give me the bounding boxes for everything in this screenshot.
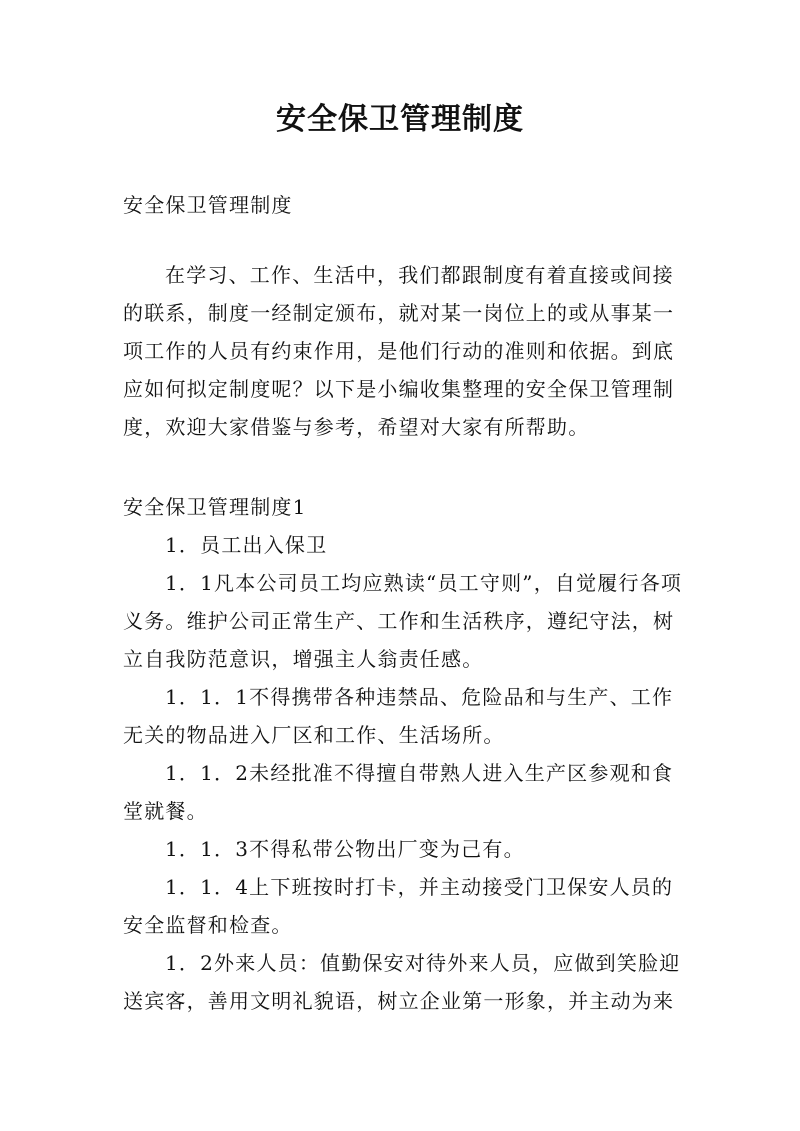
rule-item: 1．1．4上下班按时打卡，并主动接受门卫保安人员的安全监督和检查。: [123, 875, 674, 937]
rule-item: 1．员工出入保卫: [165, 533, 328, 557]
rule-item: 1．1凡本公司员工均应熟读“员工守则”，自觉履行各项义务。维护公司正常生产、工作和生活秩序，遵纪守法，树立自我防范意识，增强主人翁责任感。: [123, 571, 683, 671]
rules-list: [123, 526, 683, 1020]
rule-item: 1．1．2未经批准不得擅自带熟人进入生产区参观和食堂就餐。: [123, 761, 674, 823]
rule-item: 1．1．3不得私带公物出厂变为己有。: [165, 837, 525, 861]
document-subtitle: 安全保卫管理制度: [123, 193, 293, 217]
rule-item: 1．2外来人员：值勤保安对待外来人员，应做到笑脸迎送宾客，善用文明礼貌语，树立企业第一形象，并主动为来: [123, 951, 681, 1013]
document-title: 安全保卫管理制度: [276, 102, 524, 137]
rule-item: 1．1．1不得携带各种违禁品、危险品和与生产、工作无关的物品进入厂区和工作、生活场所。: [123, 685, 674, 747]
section-heading: 安全保卫管理制度1: [123, 495, 307, 519]
intro-paragraph: 在学习、工作、生活中，我们都跟制度有着直接或间接的联系，制度一经制定颁布，就对某一岗位上的或从事某一项工作的人员有约束作用，是他们行动的准则和依据。到底应如何拟定制度呢？以下是小编收集整理的安全保卫管理制度，欢迎大家借鉴与参考，希望对大家有所帮助。: [123, 263, 675, 439]
